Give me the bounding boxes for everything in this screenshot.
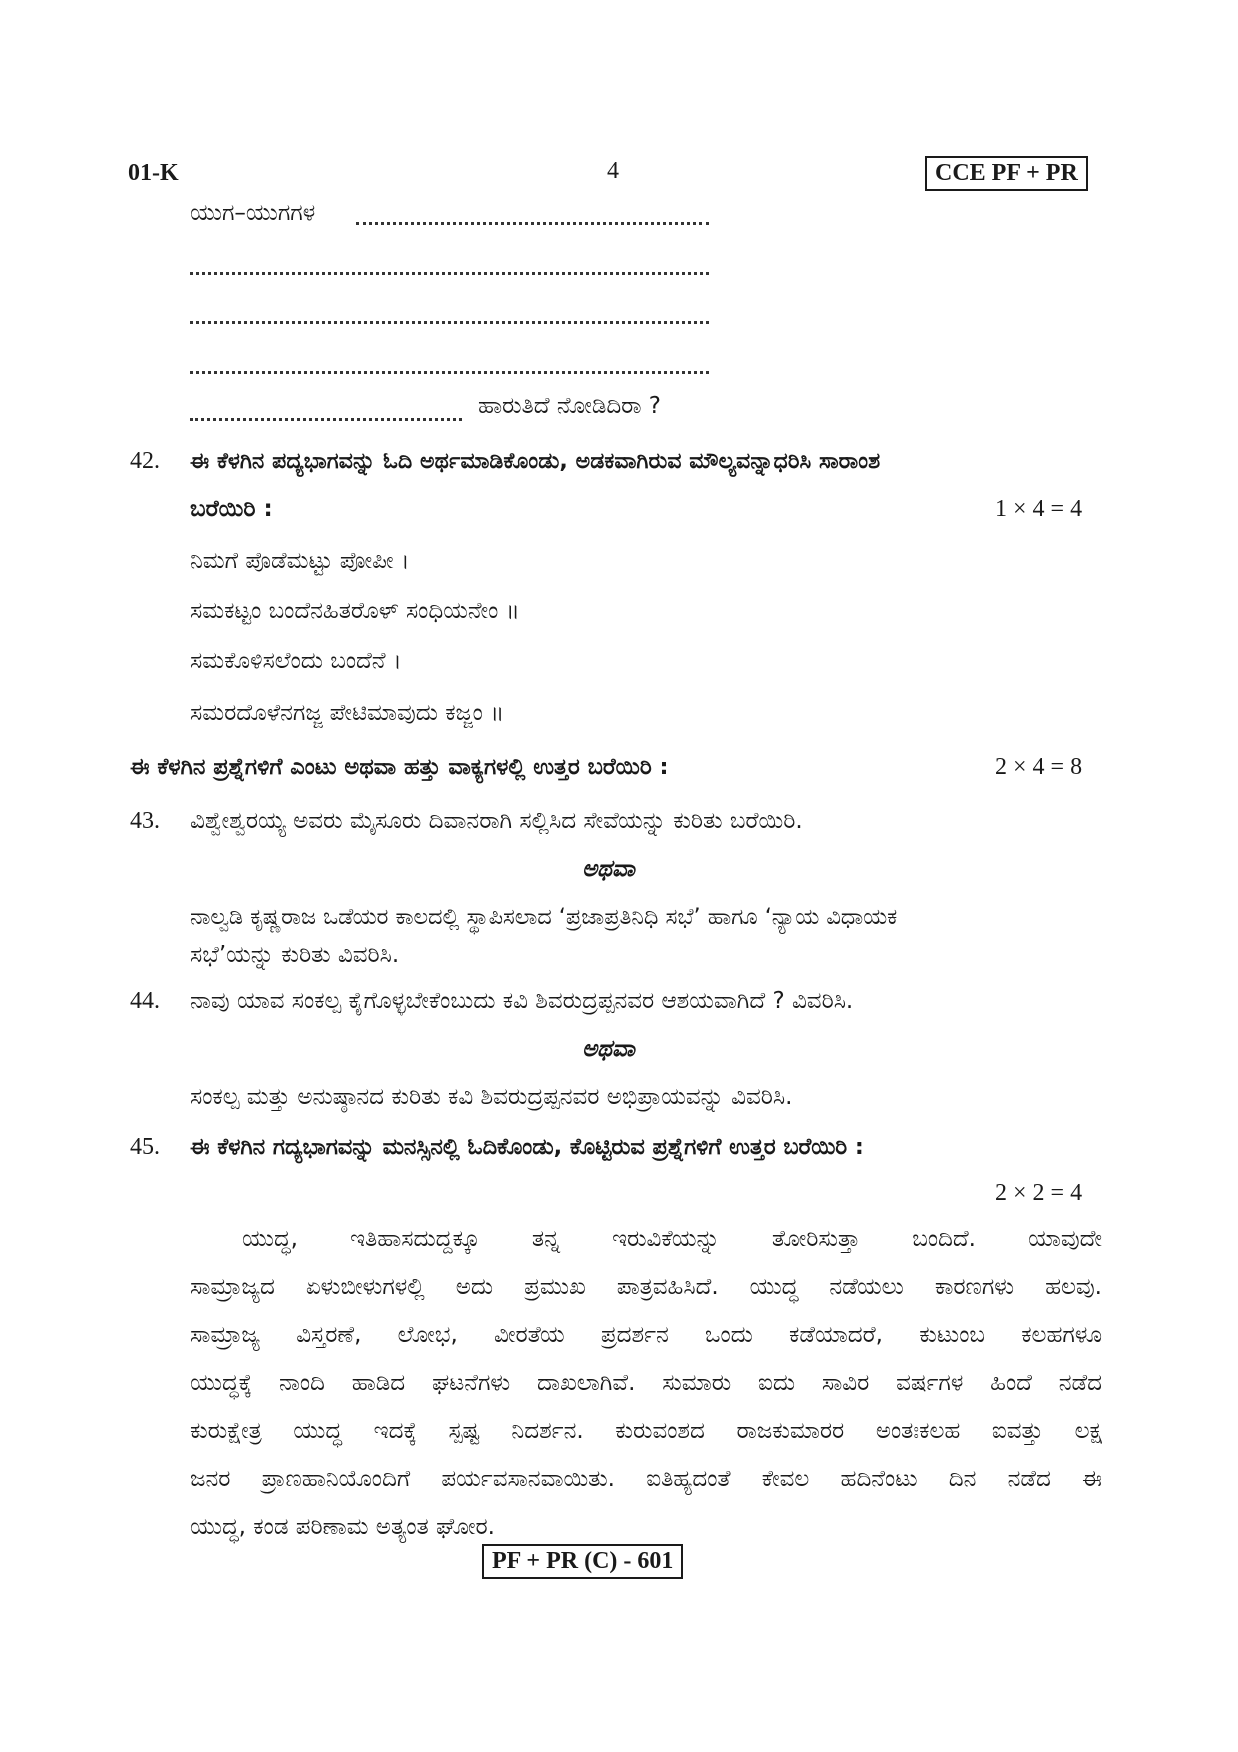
verse-line: ಸಮಕಟ್ಟಂ ಬಂದೆನಹಿತರೊಳ್ ಸಂಧಿಯನೇಂ ॥ [190, 598, 520, 624]
passage-line: ಯುದ್ಧಕ್ಕೆ ನಾಂದಿ ಹಾಡಿದ ಘಟನೆಗಳು ದಾಖಲಾಗಿವೆ. ಸುಮಾರು ಐದು ಸಾವಿರ ವರ್ಷಗಳ ಹಿಂದೆ ನಡೆದ [190, 1370, 1102, 1396]
question-text: ವಿಶ್ವೇಶ್ವರಯ್ಯ ಅವರು ಮೈಸೂರು ದಿವಾನರಾಗಿ ಸಲ್ಲಿಸಿದ ಸೇವೆಯನ್ನು ಕುರಿತು ಬರೆಯಿರಿ. [190, 808, 803, 834]
page-number: 4 [607, 158, 619, 184]
or-label: ಅಥವಾ [582, 1036, 635, 1062]
marks-label: 2 × 2 = 4 [995, 1180, 1083, 1206]
blank-line [190, 272, 709, 275]
question-text: ನಾಲ್ವಡಿ ಕೃಷ್ಣರಾಜ ಒಡೆಯರ ಕಾಲದಲ್ಲಿ ಸ್ಥಾಪಿಸಲಾದ ‘ಪ್ರಜಾಪ್ರತಿನಿಧಿ ಸಭೆ’ ಹಾಗೂ ‘ನ್ಯಾಯ ವಿಧಾಯಕ [190, 904, 898, 930]
blank-line [190, 321, 709, 324]
question-text: ಈ ಕೆಳಗಿನ ಪದ್ಯಭಾಗವನ್ನು ಓದಿ ಅರ್ಥಮಾಡಿಕೊಂಡು, ಅಡಕವಾಗಿರುವ ಮೌಲ್ಯವನ್ನಾಧರಿಸಿ ಸಾರಾಂಶ [190, 448, 881, 474]
poem-first-line-prefix: ಯುಗ–ಯುಗಗಳ [190, 200, 316, 226]
question-text: ನಾವು ಯಾವ ಸಂಕಲ್ಪ ಕೈಗೊಳ್ಳಬೇಕೆಂಬುದು ಕವಿ ಶಿವರುದ್ರಪ್ಪನವರ ಆಶಯವಾಗಿದೆ ? ವಿವರಿಸಿ. [190, 988, 854, 1014]
passage-line: ಸಾಮ್ರಾಜ್ಯದ ಏಳುಬೀಳುಗಳಲ್ಲಿ ಅದು ಪ್ರಮುಖ ಪಾತ್ರವಹಿಸಿದೆ. ಯುದ್ಧ ನಡೆಯಲು ಕಾರಣಗಳು ಹಲವು. [190, 1274, 1102, 1300]
passage-line: ಯುದ್ಧ, ಕಂಡ ಪರಿಣಾಮ ಅತ್ಯಂತ ಘೋರ. [190, 1514, 495, 1540]
passage-line: ಕುರುಕ್ಷೇತ್ರ ಯುದ್ಧ ಇದಕ್ಕೆ ಸ್ಪಷ್ಟ ನಿದರ್ಶನ. ಕುರುವಂಶದ ರಾಜಕುಮಾರರ ಅಂತಃಕಲಹ ಐವತ್ತು ಲಕ್ಷ [190, 1418, 1102, 1444]
marks-label: 2 × 4 = 8 [995, 754, 1083, 780]
poem-last-line-suffix: ಹಾರುತಿದೆ ನೋಡಿದಿರಾ ? [478, 393, 661, 419]
passage-line: ಯುದ್ಧ, ಇತಿಹಾಸದುದ್ದಕ್ಕೂ ತನ್ನ ಇರುವಿಕೆಯನ್ನು ತೋರಿಸುತ್ತಾ ಬಂದಿದೆ. ಯಾವುದೇ [242, 1226, 1102, 1252]
question-text: ಸಂಕಲ್ಪ ಮತ್ತು ಅನುಷ್ಠಾನದ ಕುರಿತು ಕವಿ ಶಿವರುದ್ರಪ್ಪನವರ ಅಭಿಪ್ರಾಯವನ್ನು ವಿವರಿಸಿ. [190, 1084, 793, 1110]
question-number: 45. [130, 1134, 160, 1160]
passage-line: ಜನರ ಪ್ರಾಣಹಾನಿಯೊಂದಿಗೆ ಪರ್ಯವಸಾನವಾಯಿತು. ಐತಿಹ್ಯದಂತೆ ಕೇವಲ ಹದಿನೆಂಟು ದಿನ ನಡೆದ ಈ [190, 1466, 1102, 1492]
question-text: ಈ ಕೆಳಗಿನ ಗದ್ಯಭಾಗವನ್ನು ಮನಸ್ಸಿನಲ್ಲಿ ಓದಿಕೊಂಡು, ಕೊಟ್ಟಿರುವ ಪ್ರಶ್ನೆಗಳಿಗೆ ಉತ್ತರ ಬರೆಯಿರಿ : [190, 1134, 864, 1160]
verse-line: ಸಮಕೊಳಿಸಲೆಂದು ಬಂದೆನೆ । [190, 648, 402, 674]
marks-label: 1 × 4 = 4 [995, 496, 1083, 522]
footer-code-box: PF + PR (C) - 601 [482, 1544, 683, 1579]
paper-code: 01-K [128, 160, 179, 186]
question-text: ಬರೆಯಿರಿ : [190, 496, 273, 522]
question-number: 42. [130, 448, 160, 474]
blank-line [356, 222, 709, 225]
section-instruction: ಈ ಕೆಳಗಿನ ಪ್ರಶ್ನೆಗಳಿಗೆ ಎಂಟು ಅಥವಾ ಹತ್ತು ವಾಕ್ಯಗಳಲ್ಲಿ ಉತ್ತರ ಬರೆಯಿರಿ : [130, 754, 669, 780]
passage-line: ಸಾಮ್ರಾಜ್ಯ ವಿಸ್ತರಣೆ, ಲೋಭ, ವೀರತೆಯ ಪ್ರದರ್ಶನ ಒಂದು ಕಡೆಯಾದರೆ, ಕುಟುಂಬ ಕಲಹಗಳೂ [190, 1322, 1102, 1348]
question-text: ಸಭೆ’ಯನ್ನು ಕುರಿತು ವಿವರಿಸಿ. [190, 942, 400, 968]
question-number: 44. [130, 988, 160, 1014]
verse-line: ನಿಮಗೆ ಪೊಡೆಮಟ್ಟು ಪೋಪೀ । [190, 548, 410, 574]
or-label: ಅಥವಾ [582, 856, 635, 882]
blank-line [190, 418, 462, 421]
question-number: 43. [130, 808, 160, 834]
blank-line [190, 371, 709, 374]
series-box: CCE PF + PR [925, 156, 1088, 191]
verse-line: ಸಮರದೊಳೆನಗಜ್ಜ ಪೇಟಿಮಾವುದು ಕಜ್ಜಂ ॥ [190, 700, 505, 726]
